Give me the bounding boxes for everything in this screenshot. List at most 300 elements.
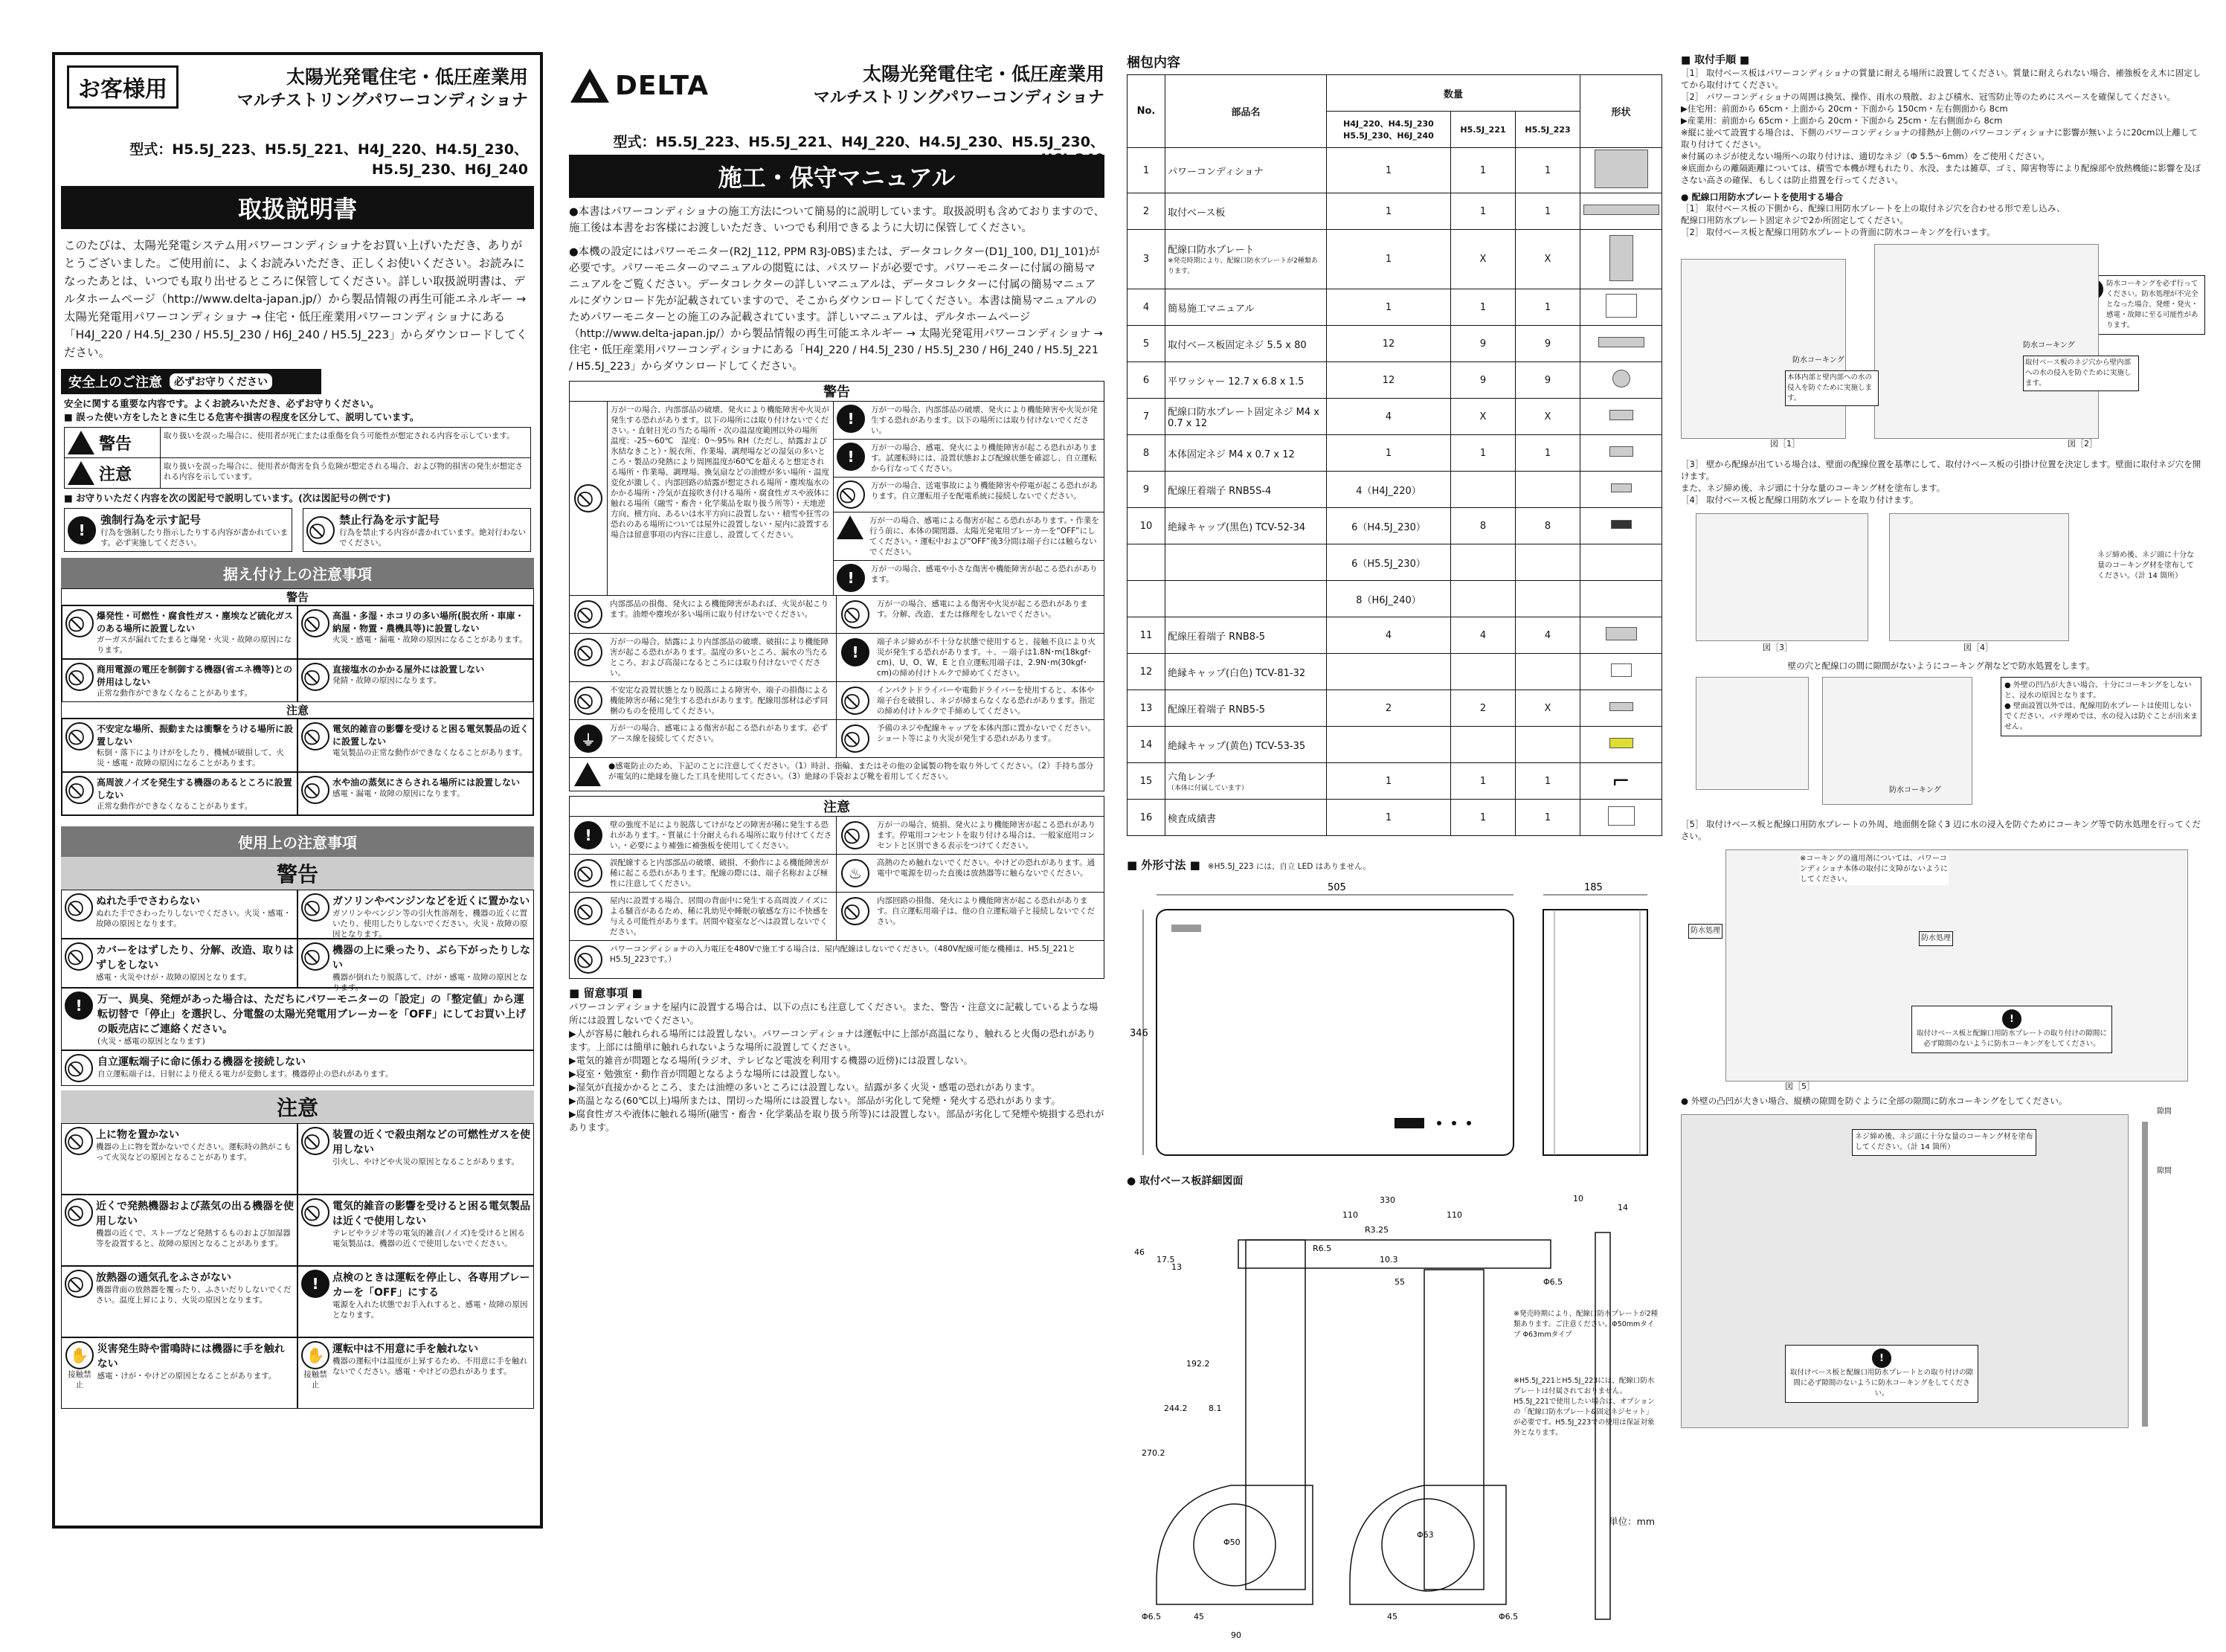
item-title: 商用電源の電圧を制御する機器(省エネ機等)との併用はしない (97, 664, 292, 687)
caulk-tag: 防水コーキング (2023, 341, 2075, 350)
warning-row-right: インパクトドライバーや電動ドライバーを使用すると、本体や端子台を破損し、ネジが締まらなくなる恐れがあります。指定の締め付けトルクで手締めしてください。 (877, 686, 1096, 716)
cell-q3: 1 (1516, 193, 1580, 230)
mandatory-icon: ! (68, 516, 96, 544)
install-caution-grid (62, 719, 533, 815)
plate-use-title: ● 配線口用防水プレートを使用する場合 (1681, 192, 1844, 202)
warning-desc: 取り扱いを誤った場合に、使用者が死亡または重傷を負う可能性が想定される内容を示しています。 (164, 431, 515, 440)
step-2b: ▶産業用：前面から 65cm・上面から 20cm・下面から 25cm・左右側面から 8cm (1681, 115, 2003, 126)
dim-10: 10 (1573, 1194, 1583, 1203)
safety-note: 安全に関する重要な内容です。よくお読みいただき、必ずお守りください。 (64, 398, 379, 409)
cell-q1: 1 (1327, 435, 1451, 472)
no-touch-label: 接触禁止 (303, 1370, 327, 1389)
manual-title: 取扱説明書 (61, 186, 534, 229)
dim-width: 505 (1328, 882, 1346, 893)
install-warning-head: 警告 (62, 589, 533, 605)
dimension-note: ※H5.5J_223 には、自立 LED はありません。 (1207, 862, 1371, 871)
col-name: 部品名 (1165, 75, 1327, 148)
caution-head: 注意 (570, 797, 1104, 817)
table-row (1128, 544, 1662, 581)
step-2a: ▶住宅用：前面から 65cm・上面から 20cm・下面から 150cm・左右側面から 8cm (1681, 103, 2008, 114)
cell-q2: 1 (1451, 148, 1516, 193)
dim-90: 90 (1231, 1630, 1241, 1640)
dim-phi65b: Φ6.5 (1142, 1612, 1162, 1622)
dim-45b: 45 (1387, 1612, 1397, 1622)
cell-q1: 2 (1327, 690, 1451, 727)
prohibited-icon (306, 516, 335, 544)
cell-name: 六角レンチ (1168, 771, 1216, 783)
figure-4-label: 図［4］ (1963, 643, 1993, 652)
warning-row-left: 内部部品の損傷、発火による機能障害があれば、火災が起こります。油煙や塵埃が多い場所に取り付けないでください。 (607, 596, 837, 633)
table-row (1128, 472, 1662, 508)
outer-note: ● 外壁の凸凹が大きい場合、縦横の隙間を防ぐように全部の隙間に防水コーキングをしてください。 (1681, 1096, 2068, 1106)
warning-row-left: 万が一の場合、結露により内部部品の破壊、破損により機能障害が起こる恐れがあります。温度の多いところ、漏水の当たるところ、および高湿になるところには取り付けないでください。 (607, 634, 837, 681)
dim-103: 10.3 (1380, 1255, 1398, 1264)
cell-no: 11 (1128, 617, 1165, 654)
item-desc: 電気製品の正常な動作ができなくなることがあります。 (332, 748, 527, 757)
item-desc: テレビやラジオ等の電気的雑音(ノイズ)を受けると困る電気製品は、機器の近くで使用しないでください。 (332, 1229, 525, 1248)
prohibited-icon (65, 1270, 93, 1298)
item-desc: ガソリンやベンジン等の引火性溶剤を、機器の近くに置いたり、使用したりしないでください。火災・故障の原因となります。 (332, 909, 528, 939)
note-item: ▶湿気が直接かかるところ、または油煙の多いところには設置しない。結露が多く火災・感電の恐れがあります。 (569, 1081, 1040, 1093)
dim-depth: 185 (1584, 882, 1603, 893)
gap-label: 隙間 (2157, 1167, 2172, 1175)
warning-final: ●感電防止のため、下記のことに注意してください。（1）時計、指輪、またはその他の金属製の物を取り外してください。（2）手持ち部分が電気的に絶縁を施した工具を使用してください。（3）絶縁の手袋および靴を着用してください。 (608, 762, 1094, 781)
cell-q2 (1451, 472, 1516, 508)
gap-note: 壁の穴と配線口の間に隙間がないようにコーキング剤などで防水処置をします。 (1787, 661, 2095, 671)
table-row (1128, 763, 1662, 800)
prohibited-icon (841, 687, 869, 715)
warning-label: 警告 (99, 434, 132, 454)
table-row (1128, 581, 1662, 617)
caution-final: パワーコンディショナの入力電圧を480Vで施工する場合は、屋内配線はしないでください。（480V配線可能な機種は、H5.5J_221とH5.5J_223です。） (610, 945, 1076, 964)
gap-warning: 取付けベース板と配線口用防水プレートの取り付けの隙間に必ず隙間のないように防水コーキングをしてください。 (1917, 1029, 2107, 1048)
prohibited-icon (301, 1198, 329, 1227)
dim-55: 55 (1395, 1277, 1405, 1287)
prohibited-title: 禁止行為を示す記号 (339, 513, 440, 527)
step-5: ［5］ 取付けベース板と配線口用防水プレートの外周、地面側を除く3 辺に水の浸入を防ぐためにコーキング等で防水処理を行ってください。 (1681, 819, 2201, 841)
cell-q1: 1 (1327, 230, 1451, 289)
package-title: 梱包内容 (1127, 55, 1180, 71)
emergency-text: 万一、異臭、発煙があった場合は、ただちにパワーモニターの「設定」の「整定値」から運転切替で「停止」を選択し、分電盤の太陽光発電用ブレーカーを「OFF」にしてお買い上げの販売店にご連絡ください。 (97, 994, 527, 1035)
base-right-leg (1424, 1270, 1484, 1590)
cell-no: 1 (1128, 148, 1165, 193)
install-warning-grid (62, 605, 533, 702)
base-plate-shape (1583, 205, 1659, 215)
cell-q3 (1516, 472, 1580, 508)
safety-title: 安全上のご注意 (68, 375, 162, 390)
prohibited-icon (574, 638, 602, 666)
install-manual-panel (569, 52, 1104, 1529)
cell-q2: 1 (1451, 289, 1516, 326)
step-2d: ※付属のネジが使えない場所への取り付けは、適切なネジ（Φ 5.5〜6mm）をご使用ください。 (1681, 151, 2050, 161)
cell-q1: 6（H5.5J_230） (1327, 544, 1451, 581)
emergency-desc: (火災・感電の原因となります) (97, 1037, 205, 1046)
mandatory-icon: ! (837, 443, 865, 471)
item-title: 直接塩水のかかる屋外には設置しない (332, 664, 485, 675)
cell-q2: 9 (1451, 326, 1516, 362)
cell-q3: 1 (1516, 148, 1580, 193)
figure-gap-a (1696, 677, 1809, 790)
step-4: ［4］ 取付ベース板と配線口用防水プレートを取り付けます。 (1681, 495, 1919, 505)
cell-q1: 4（H4J_220） (1327, 472, 1451, 508)
warning-item: 万が一の場合、感電による傷害が起こる恐れがあります。・作業を行う前に、本体の開閉器、太陽光発電用ブレーカーを“OFF”にしてください。・運転中および“OFF”後3分間は端子台には触らないでください。 (869, 516, 1099, 556)
manual-title: 施工・保守マニュアル (569, 155, 1104, 198)
cell-q1: 8（H6J_240） (1327, 581, 1451, 617)
outline-drawing (1127, 872, 1662, 1155)
table-row (1128, 230, 1662, 289)
use-warning-grid (61, 890, 534, 992)
cell-name: 配線圧着端子 RNB8-5 (1165, 617, 1327, 654)
customer-label: お客様用 (67, 65, 178, 109)
plate-only-note: ● 壁面設置以外では、配線用防水プレートは使用しないでください。パテ埋めでは、水の侵入は防ぐことが出来ません。 (2004, 702, 2198, 731)
mandatory-desc: 行為を強制したり指示したりする内容が書かれています。必ず実施してください。 (100, 528, 288, 547)
item-title: 高周波ノイズを発生する機器のあるところに設置しない (97, 777, 292, 800)
prohibited-icon (301, 776, 329, 804)
item-title: 爆発性・可燃性・腐食性ガス・塵埃など硫化ガスのある場所に設置しない (97, 611, 294, 634)
manual-shape (1606, 294, 1637, 318)
plate-note: ※発売時期により、配線口防水プレートが2種類あります。ご注意ください。Φ50mmタイプ Φ63mmタイプ (1514, 1310, 1659, 1339)
item-desc: 発錆・故障の原因になります。 (332, 676, 442, 685)
prohibited-icon (574, 859, 602, 887)
prohibited-icon (574, 945, 602, 974)
item-title: 近くで発熱機器および蒸気の出る機器を使用しない (96, 1201, 294, 1227)
item-desc: 機器が倒れたり脱落して、けが・感電・故障の原因となります。 (332, 973, 528, 992)
gap-label: 隙間 (2157, 1108, 2172, 1116)
product-title: 太陽光発電住宅・低圧産業用 (862, 63, 1104, 85)
cell-q2: 4 (1451, 617, 1516, 654)
cell-name: 本体固定ネジ M4 x 0.7 x 12 (1165, 435, 1327, 472)
cell-name: 取付ベース板固定ネジ 5.5 x 80 (1165, 326, 1327, 362)
item-title: 機器の上に乗ったり、ぶら下がったりしない (332, 945, 530, 971)
cell-q2: 1 (1451, 800, 1516, 836)
item-desc: 機器背面の放熱器を覆ったり、ふさいだりしないでください。温度上昇により、火災の原因となります。 (96, 1285, 292, 1305)
caution-row-left: 屋内に設置する場合、居間の背面中に発生する高周波ノイズによる騒音があるため、稀に乳幼児や睡眠の敏感な方に不快感を与える可能性があります。居間や寝室などへは設置しないでください。 (607, 893, 837, 940)
cell-no: 10 (1128, 508, 1165, 544)
mandatory-icon: ! (1872, 1349, 1891, 1368)
table-row (1128, 148, 1662, 193)
prohibited-icon (301, 663, 329, 691)
led (1452, 1121, 1456, 1125)
cell-q2: 1 (1451, 435, 1516, 472)
table-row (1128, 508, 1662, 544)
caution-desc: 取り扱いを誤った場合に、使用者が傷害を負う危険が想定される場合、および物的損害の発生が想定される内容を示しています。 (164, 462, 523, 481)
terminal-shape (1606, 627, 1637, 640)
base-plate-title: ● 取付ベース板詳細図面 (1127, 1175, 1244, 1187)
right-port (1350, 1485, 1506, 1604)
cell-q2: 9 (1451, 362, 1516, 399)
electric-shock-icon (837, 515, 863, 539)
prohibited-icon (65, 942, 93, 971)
use-caution-label: 注意 (276, 1096, 318, 1120)
bump-note: ● 外壁の凹凸が大きい場合、十分にコーキングをしないと、浸水の原因となります。 (2004, 681, 2192, 700)
dim-r325: R3.25 (1365, 1225, 1389, 1235)
warning-head: 警告 (570, 382, 1104, 402)
terminal-shape (1609, 702, 1633, 711)
figure-1-label: 図［1］ (1770, 439, 1800, 449)
screw-shape (1598, 337, 1644, 347)
prohibited-icon (841, 821, 869, 849)
note-item: ▶腐食性ガスや液体に触れる場所(融雪・畜舎・化学薬品を取り扱う所等)には設置しない。部品が劣化して発煙や焼損する恐れがあります。 (569, 1108, 1104, 1133)
screw-shape (1609, 446, 1633, 457)
warning-place-list: 万が一の場合、内部部品の破壊、発火により機能障害や火災が発生する恐れがあります。以下の場所には取り付けないでください。・直射日光の当たる場所・次の温湿度範囲以外の場所 温度：-25〜60℃ 湿度：0〜95％ RH（ただし、結露および氷結なきこと）・脱衣所、作業場、調理場などの湿気の多いところ・製品の発熱により周囲温度が60℃を超えると想定される場所・作業場、調理場、換気扇などの油煙が多い場所・温度変化が激しく、内部回路の結露が想定される場所・塵埃塩水のかかる場所・冷気が直接吹き付ける場所・腐食性ガスや液体に触れる場所（融雪・畜舎・化学薬品を取り扱う所等）・天地逆方向、横方向、あるいは水平方向に設置しない・積雪や狂雪の恐れのある場所については屋外に設置しない・屋内に設置する場合は留意事項の内容に注意し、設置してください。 (608, 402, 834, 595)
gap-warning-2: 取付けベース板と配線口用防水プレートとの取り付けの隙間に必ず隙間のないように防水コーキングをしてください。 (1789, 1369, 1974, 1398)
model-line: 型式：H5.5J_223、H5.5J_221、H4J_220、H4.5J_230、H5.5J_230、H6J_240 (129, 141, 528, 178)
dim-13: 13 (1171, 1262, 1182, 1272)
item-desc: 転倒・落下によりけがをしたり、機械が破損して、火災・感電・故障の原因になることがあります。 (97, 748, 284, 768)
table-row (1128, 617, 1662, 654)
figure-2-label: 図［2］ (2068, 439, 2097, 449)
table-row (1128, 326, 1662, 362)
item-desc: 正常な動作ができなくなることがあります。 (97, 802, 253, 811)
item-title: 上に物を置かない (96, 1129, 179, 1141)
item-title: 電気的雑音の影響を受けると困る電気製品は近くで使用しない (332, 1201, 530, 1227)
caulk-tag: 防水コーキング (1889, 786, 1941, 794)
cell-no: 4 (1128, 289, 1165, 326)
table-row (1128, 193, 1662, 230)
cell-q3: 1 (1516, 435, 1580, 472)
inverter-front (1157, 910, 1514, 1155)
cell-name: パワーコンディショナ (1165, 148, 1327, 193)
dimension-title: ■ 外形寸法 ■ (1127, 858, 1200, 872)
dim-phi65c: Φ6.5 (1499, 1612, 1519, 1622)
cell-note: ※発売時期により、配線口防水プレートが2種類あります。 (1168, 257, 1318, 275)
prohibited-icon (65, 1127, 93, 1155)
cell-no: 7 (1128, 399, 1165, 435)
package-dimension-panel (1127, 52, 1662, 1640)
col-qty: 数量 (1327, 75, 1580, 112)
dim-45a: 45 (1194, 1612, 1204, 1622)
intro-text: このたびは、太陽光発電システム用パワーコンディショナをお買い上げいただき、ありがとうございました。ご使用前に、よくお読みいただき、正しくお使いください。お読みになったあとは、いつでも取り出せるところに保管してください。詳しい取扱説明書は、デルタホームページ（http://www.delta-japan.jp/）から製品情報の再生可能エネルギー → 太陽光発電用パワーコンディショナ → 住宅・低圧産業用パワーコンディショナにある「H4J_220 / H4.5J_230 / H5.5J_230 / H6J_240 / H5.5J_223」からダウンロードしてください。 (64, 239, 528, 359)
item-desc: 感電・けが・やけどの原因となることがあります。 (97, 1372, 277, 1381)
hot-surface-icon: ♨ (841, 859, 869, 887)
table-row (1128, 727, 1662, 763)
col-q2: H5.5J_221 (1451, 112, 1516, 148)
dim-phi63: Φ63 (1417, 1530, 1434, 1540)
step-2: ［2］ パワーコンディショナの周囲は換気、操作、雨水の飛散、および積水、冠雪防止等のためにスペースを確保してください。 (1681, 91, 2175, 102)
table-row (1128, 654, 1662, 690)
cell-name: 配線圧着端子 RNB5S-4 (1165, 472, 1327, 508)
cell-q1: 1 (1327, 148, 1451, 193)
install-title: 据え付け上の注意事項 (61, 558, 534, 588)
col-q3: H5.5J_223 (1516, 112, 1580, 148)
caulk-tag: 防水コーキング (1792, 356, 1844, 364)
warning-row-right: 予備のネジや配線キャップを本体内部に置かないでください。ショート等により火災が発生する恐れがあります。 (877, 724, 1096, 743)
dim-r65: R6.5 (1313, 1244, 1332, 1253)
figure-3-label: 図［3］ (1763, 643, 1792, 652)
brand-name: DELTA (615, 70, 710, 101)
cell-q2: 2 (1451, 690, 1516, 727)
cell-no: 13 (1128, 690, 1165, 727)
mandatory-icon: ! (2002, 1009, 2021, 1029)
caution-row-right: 高熱のため触れないでください。やけどの恐れがあります。通電中で電源を切った直後は放熱器等に触らないでください。 (877, 858, 1096, 878)
cell-q3: 1 (1516, 763, 1580, 800)
item-desc: ぬれた手でさわったりしないでください。火災・感電・故障の原因となります。 (96, 909, 292, 928)
screw-note-2: ネジ締め後、ネジ頭に十分な量のコーキング材を塗布してください。（計 14 箇所） (1852, 1129, 2036, 1156)
step-3b: また、ネジ締め後、ネジ頭に十分な量のコーキング材を塗布します。 (1681, 483, 1946, 493)
item-title: 高温・多湿・ホコリの多い場所(脱衣所・車庫・納屋・物置・農機具等)に設置しない (332, 611, 524, 634)
cell-q2: 1 (1451, 763, 1516, 800)
item-desc: 感電・漏電・故障の原因になります。 (332, 789, 465, 798)
caution-row-right: 万が一の場合、焼損、発火により機能障害が起こる恐れがあります。停電用コンセントを取り付ける場合は、一般家庭用コンセントと区別できる表示をつけてください。 (877, 820, 1096, 850)
mandatory-icon: ! (837, 405, 865, 433)
use-caution-grid (61, 1123, 534, 1409)
warning-triangle-icon (68, 431, 94, 454)
caulk-note: 防水コーキングを必ず行ってください。防水処理が不完全となった場合、発煙・発火・感電・故障に至る可能性があります。 (2106, 280, 2198, 330)
table-row (1128, 435, 1662, 472)
cell-no: 14 (1128, 727, 1165, 763)
safety-badge: 必ずお守りください (170, 373, 272, 390)
cell-name: 絶縁キャップ(黒色) TCV-52-34 (1165, 508, 1327, 544)
intro-2: ●本機の設定にはパワーモニター(R2J_112, PPM R3J-0BS)または、データコレクター(D1J_100, D1J_101)が必要です。パワーモニターのマニュアルの閲覧には、パスワードが必要です。パワーモニターに付属の簡易マニュアルをご覧ください。データコレクターの詳しいマニュアルは、データコレクターに付属の簡易マニュアルにダウンロード先が記載されていますので、そこからダウンロードしてください。本書は簡易マニュアルのためパワーモニターとの施工のみ記載されています。詳しいマニュアルは、デルタホームページ（http://www.delta-japan.jp/）から製品情報の再生可能エネルギー → 太陽光発電用パワーコンディショナ → 住宅・低圧産業用パワーコンディショナにある「H4J_220 / H4.5J_230 / H5.5J_230 / H6J_240 / H5.5J_221 / H5.5J_223」からダウンロードしてください。 (569, 246, 1103, 373)
cell-q3: 4 (1516, 617, 1580, 654)
prohibited-icon (301, 942, 329, 971)
dim-phi50: Φ50 (1223, 1537, 1241, 1547)
cell-q1: 6（H4.5J_230） (1327, 508, 1451, 544)
prohibited-icon (574, 484, 602, 512)
step-2e: ※底面からの離隔距離については、積雪で本機が埋もれたり、水没、または雑草、ゴミ、障害物等により配線部や放熱機能に影響を及ぼさない高さの確保、もしくは防止措置を行ってください。 (1681, 163, 2201, 185)
intro-1: ●本書はパワーコンディショナの施工方法について簡易的に説明しています。取扱説明も含めておりますので、施工後は本書をお客様にお渡しいただき、いつでも利用できるように大切に保管してください。 (569, 206, 1104, 234)
warning-item: 万が一の場合、内部部品の破壊、発火により機能障害や火災が発生する恐れがあります。以下の場所には取り付けないでください。 (871, 405, 1098, 435)
item-desc: 機器の上に物を置かないでください。運転時の熱がこもって火災などの原因となることがあります。 (96, 1142, 292, 1162)
port-63 (1382, 1499, 1474, 1591)
cell-no: 16 (1128, 800, 1165, 836)
dim-81: 8.1 (1209, 1404, 1222, 1413)
cell-q3: 1 (1516, 800, 1580, 836)
dim-14: 14 (1618, 1203, 1628, 1212)
package-table (1127, 74, 1662, 836)
dim-height: 346 (1130, 1028, 1148, 1039)
prohibited-icon (65, 663, 94, 691)
prohibited-icon (65, 722, 94, 751)
cell-q3: 9 (1516, 326, 1580, 362)
cell-name: 絶縁キャップ(黄色) TCV-53-35 (1165, 727, 1327, 763)
notes-title: ■ 留意事項 ■ (569, 986, 643, 1000)
prohibited-icon (841, 897, 869, 925)
terminal-shape (1611, 483, 1632, 492)
cell-no: 3 (1128, 230, 1165, 289)
prohibited-icon (301, 893, 329, 922)
dim-1922: 192.2 (1186, 1359, 1210, 1369)
caution-row-left: 誤配線すると内部部品の破壊、破損、不動作による機能障害が稀に起こる恐れがあります。配線の際には、端子名称および極性に注意してください。 (607, 855, 837, 892)
dim-2702: 270.2 (1142, 1448, 1165, 1458)
figure-5-label: 図［5］ (1785, 1081, 1815, 1091)
prohibited-icon (301, 609, 329, 637)
mandatory-icon: ! (65, 991, 93, 1020)
prohibited-icon (841, 600, 869, 629)
cell-name: 配線口防水プレート (1168, 245, 1255, 256)
col-shape: 形状 (1580, 75, 1662, 148)
mandatory-icon: ! (837, 564, 865, 592)
warning-item: 万が一の場合、感電、発火により機能障害が起こる恐れがあります。試運転時には、設置状態および配線状態を確認し、自立運転から行なってください。 (871, 443, 1098, 473)
inverter-shape (1595, 150, 1648, 188)
cell-q2: 1 (1451, 193, 1516, 230)
warning-row-right: 万が一の場合、感電による傷害や火災が起こる恐れがあります。分解、改造、または修理をしないでください。 (877, 600, 1088, 619)
use-warning-label: 警告 (276, 862, 318, 887)
note-item: ▶電気的雑音が問題となる場所(ラジオ、テレビなど電波を利用する機器の近傍)には設置しない。 (569, 1055, 973, 1066)
item-desc: 引火し、やけどや火災の原因となることがあります。 (332, 1157, 520, 1166)
step-1: ［1］ 取付ベース板はパワーコンディショナの質量に耐える場所に設置してください。質量に耐えられない場合、補強板をえ木に固定してから取付けてください。 (1681, 68, 2201, 90)
cell-q1: 1 (1327, 800, 1451, 836)
prohibited-icon (65, 893, 93, 922)
prohibited-icon (837, 481, 865, 509)
prohibited-icon (65, 1198, 93, 1227)
cell-name: 簡易施工マニュアル (1165, 289, 1327, 326)
figure-4 (1889, 513, 2069, 641)
steps-title: ■ 取付手順 ■ (1681, 54, 1750, 66)
inverter-side (1543, 910, 1647, 1155)
plate-step-2: ［2］ 取付ベース板と配線口用防水プレートの背面に防水コーキングを行います。 (1681, 227, 1995, 237)
item-desc: 火災・感電・漏電・故障の原因になることがあります。 (332, 635, 527, 644)
figure-1 (1681, 259, 1846, 439)
step-5-note: ※コーキングの適用剤については、パワーコンディショナ本体の取付に支障がないようにしてください。 (1800, 855, 1948, 884)
cell-name: 絶縁キャップ(白色) TCV-81-32 (1165, 654, 1327, 690)
item-title: 運転中は不用意に手を触れない (332, 1343, 478, 1355)
product-subtitle: マルチストリングパワーコンディショナ (237, 91, 528, 110)
product-subtitle: マルチストリングパワーコンディショナ (813, 89, 1104, 107)
prohibited-icon (301, 1127, 329, 1155)
install-steps-panel (1681, 52, 2201, 1529)
item-title: カバーをはずしたり、分解、改造、取りはずしをしない (96, 945, 294, 971)
note-item: ▶寝室・勉強室・動作音が問題となるような場所には設置しない。 (569, 1068, 846, 1079)
col-q1: H4J_220、H4.5J_230 H5.5J_230、H6J_240 (1327, 112, 1451, 148)
warning-item: 万が一の場合、感電や小さな傷害や機能障害が起こる恐れがあります。 (871, 565, 1098, 584)
delta-logo (569, 67, 709, 104)
mandatory-icon: ! (574, 821, 602, 849)
prohibited-icon (841, 724, 869, 753)
prohibited-icon (65, 776, 94, 804)
cell-q3: X (1516, 230, 1580, 289)
item-title: 点検のときは運転を停止し、各専用ブレーカーを「OFF」にする (332, 1272, 530, 1299)
item-desc: ガーガスが漏れてたまると爆発・火災・故障の原因になります。 (97, 635, 292, 655)
item-title: 水や油の蒸気にさらされる場所には設置しない (332, 777, 521, 788)
table-row (1128, 800, 1662, 836)
cap-shape (1611, 663, 1632, 677)
cell-q3: 9 (1516, 362, 1580, 399)
cell-no: 12 (1128, 654, 1165, 690)
product-title: 太陽光発電住宅・低圧産業用 (286, 66, 528, 88)
unit-label: 単位：mm (1609, 1516, 1655, 1527)
item-desc: 機器の近くで、ストーブなど発熱するものおよび加湿器等を設置すると、故障の原因となることがあります。 (96, 1229, 291, 1248)
cell-name: 検査成績書 (1165, 800, 1327, 836)
dim-330: 330 (1380, 1195, 1395, 1205)
customer-manual-panel (52, 52, 543, 1529)
cell-q1: 1 (1327, 763, 1451, 800)
plate-note-2: ※H5.5J_221とH5.5J_223には、配線口防水プレートは付属されておりません。H5.5J_221で使用したい場合は、オプションの「配線口防水プレート&固定ネジセット」が必要です。H5.5J_223での使用は保証対象外となります。 (1514, 1377, 1655, 1437)
note-item: ▶人が容易に触れられる場所には設置しない。パワーコンディショナは運転中に上部が高温になり、触れると火傷の恐れがあります。上部には簡単に触れられないような場所に設置してください。 (569, 1028, 1096, 1052)
symbols-note: ■ お守りいただく内容を次の図記号で説明しています。(次は図記号の例です) (64, 492, 391, 504)
screw-note: ネジ締め後、ネジ頭に十分な量のコーキング材を塗布してください。（計 14 箇所） (2097, 551, 2194, 580)
item-desc: 機器の運転中は温度が上昇するため、不用意に手を触れないでください。感電・やけどの恐れがあります。 (332, 1357, 528, 1376)
logo-plate (1395, 1118, 1424, 1128)
warning-row-right: 端子ネジ締めが不十分な状態で使用すると、接触不良により火災が発生する恐れがあります。＋、－端子は1.8N･m(18kgf･cm)、U、O、W、E と自立運転用端子は、2.9N･m(30kgf･cm)の締め付けトルクで締めてください。 (877, 637, 1096, 678)
cell-q1: 1 (1327, 289, 1451, 326)
label-plate (1171, 925, 1201, 932)
cell-q1: 12 (1327, 362, 1451, 399)
mandatory-title: 強制行為を示す記号 (100, 513, 202, 527)
cell-note: （本体に付属しています） (1168, 784, 1249, 792)
table-row (1128, 362, 1662, 399)
cell-q1: 4 (1327, 617, 1451, 654)
report-shape (1608, 806, 1635, 826)
install-caution-head: 注意 (62, 702, 533, 719)
cell-name: 配線圧着端子 RNB5-5 (1165, 690, 1327, 727)
use-caution-head (61, 1090, 534, 1123)
step-3: ［3］ 壁から配線が出ている場合は、壁面の配線位置を基準にして、取付けベース板の引掛け位置を決定します。壁面に取付ネジ穴を開けます。 (1681, 459, 2201, 481)
waterproof-tag: 防水処理 (1688, 924, 1722, 939)
cell-q1: 1 (1327, 193, 1451, 230)
cell-q2: X (1451, 230, 1516, 289)
cell-no: 8 (1128, 435, 1165, 472)
